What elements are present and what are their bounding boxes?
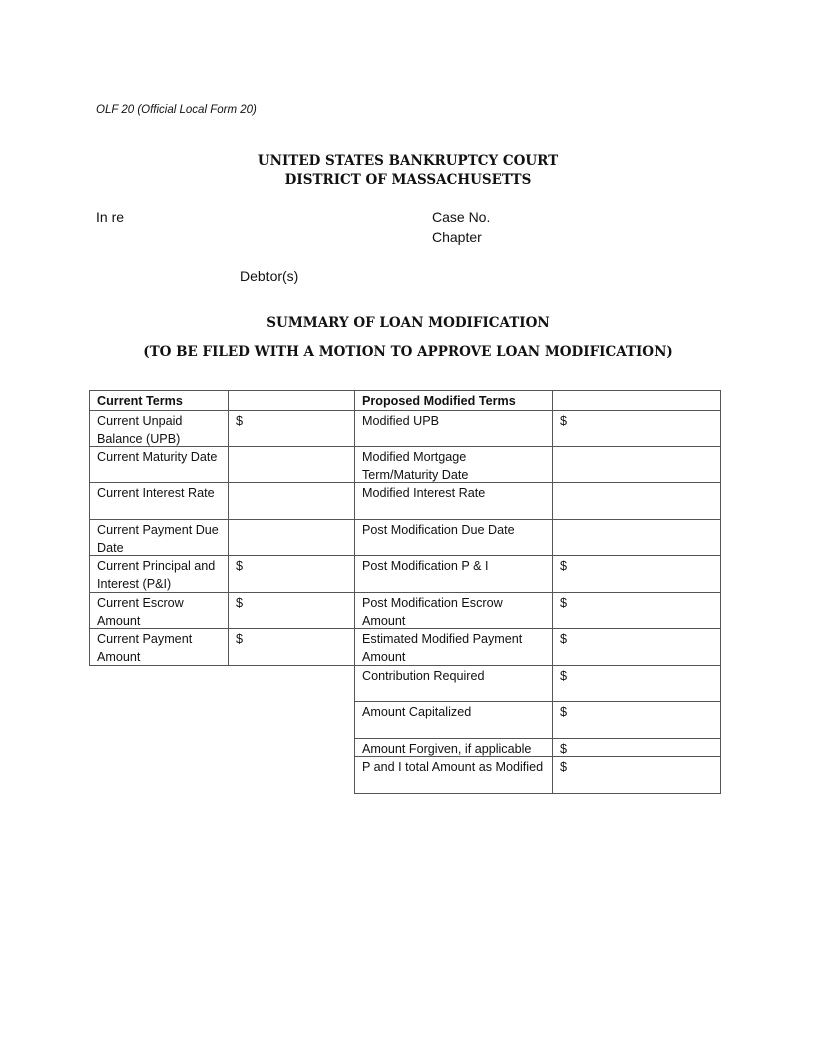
proposed-term-label: P and I total Amount as Modified bbox=[354, 756, 553, 794]
proposed-term-value[interactable]: $ bbox=[552, 628, 721, 666]
proposed-term-value[interactable]: $ bbox=[552, 756, 721, 794]
proposed-term-label: Amount Capitalized bbox=[354, 701, 553, 739]
proposed-term-value[interactable]: $ bbox=[552, 701, 721, 739]
proposed-term-label: Post Modification P & I bbox=[354, 555, 553, 593]
proposed-term-value[interactable] bbox=[552, 446, 721, 483]
proposed-term-label: Post Modification Escrow Amount bbox=[354, 592, 553, 629]
chapter-label: Chapter bbox=[432, 229, 482, 245]
current-term-value[interactable]: $ bbox=[228, 592, 355, 629]
proposed-term-value[interactable]: $ bbox=[552, 592, 721, 629]
loan-terms-table bbox=[89, 390, 721, 794]
current-term-value[interactable] bbox=[228, 519, 355, 556]
current-term-value[interactable] bbox=[228, 446, 355, 483]
debtor-label: Debtor(s) bbox=[240, 268, 299, 284]
current-term-label: Current Principal and Interest (P&I) bbox=[89, 555, 229, 593]
current-terms-header: Current Terms bbox=[89, 390, 229, 411]
current-term-label: Current Escrow Amount bbox=[89, 592, 229, 629]
court-name: UNITED STATES BANKRUPTCY COURT bbox=[257, 153, 559, 169]
document-subtitle: (TO BE FILED WITH A MOTION TO APPROVE LOAN MODIFICATION) bbox=[143, 344, 673, 360]
current-term-value[interactable]: $ bbox=[228, 410, 355, 447]
proposed-term-value[interactable]: $ bbox=[552, 738, 721, 757]
current-term-value[interactable] bbox=[228, 482, 355, 520]
current-terms-header-value bbox=[228, 390, 355, 411]
case-number-label: Case No. bbox=[432, 209, 491, 225]
proposed-term-value[interactable] bbox=[552, 519, 721, 556]
current-term-label: Current Interest Rate bbox=[89, 482, 229, 520]
proposed-term-label: Modified UPB bbox=[354, 410, 553, 447]
document-title: SUMMARY OF LOAN MODIFICATION bbox=[266, 315, 550, 331]
proposed-term-value[interactable]: $ bbox=[552, 410, 721, 447]
proposed-term-label: Post Modification Due Date bbox=[354, 519, 553, 556]
proposed-term-value[interactable]: $ bbox=[552, 665, 721, 702]
proposed-term-label: Modified Mortgage Term/Maturity Date bbox=[354, 446, 553, 483]
proposed-terms-header: Proposed Modified Terms bbox=[354, 390, 553, 411]
court-district: DISTRICT OF MASSACHUSETTS bbox=[284, 172, 532, 188]
proposed-term-value[interactable] bbox=[552, 482, 721, 520]
current-term-label: Current Payment Due Date bbox=[89, 519, 229, 556]
proposed-term-label: Modified Interest Rate bbox=[354, 482, 553, 520]
current-term-label: Current Maturity Date bbox=[89, 446, 229, 483]
current-term-value[interactable]: $ bbox=[228, 555, 355, 593]
current-term-label: Current Unpaid Balance (UPB) bbox=[89, 410, 229, 447]
proposed-term-label: Estimated Modified Payment Amount bbox=[354, 628, 553, 666]
proposed-term-label: Contribution Required bbox=[354, 665, 553, 702]
form-identifier: OLF 20 (Official Local Form 20) bbox=[96, 104, 257, 116]
proposed-terms-header-value bbox=[552, 390, 721, 411]
current-term-value[interactable]: $ bbox=[228, 628, 355, 666]
proposed-term-label: Amount Forgiven, if applicable bbox=[354, 738, 553, 757]
proposed-term-value[interactable]: $ bbox=[552, 555, 721, 593]
in-re-label: In re bbox=[96, 209, 125, 225]
current-term-label: Current Payment Amount bbox=[89, 628, 229, 666]
